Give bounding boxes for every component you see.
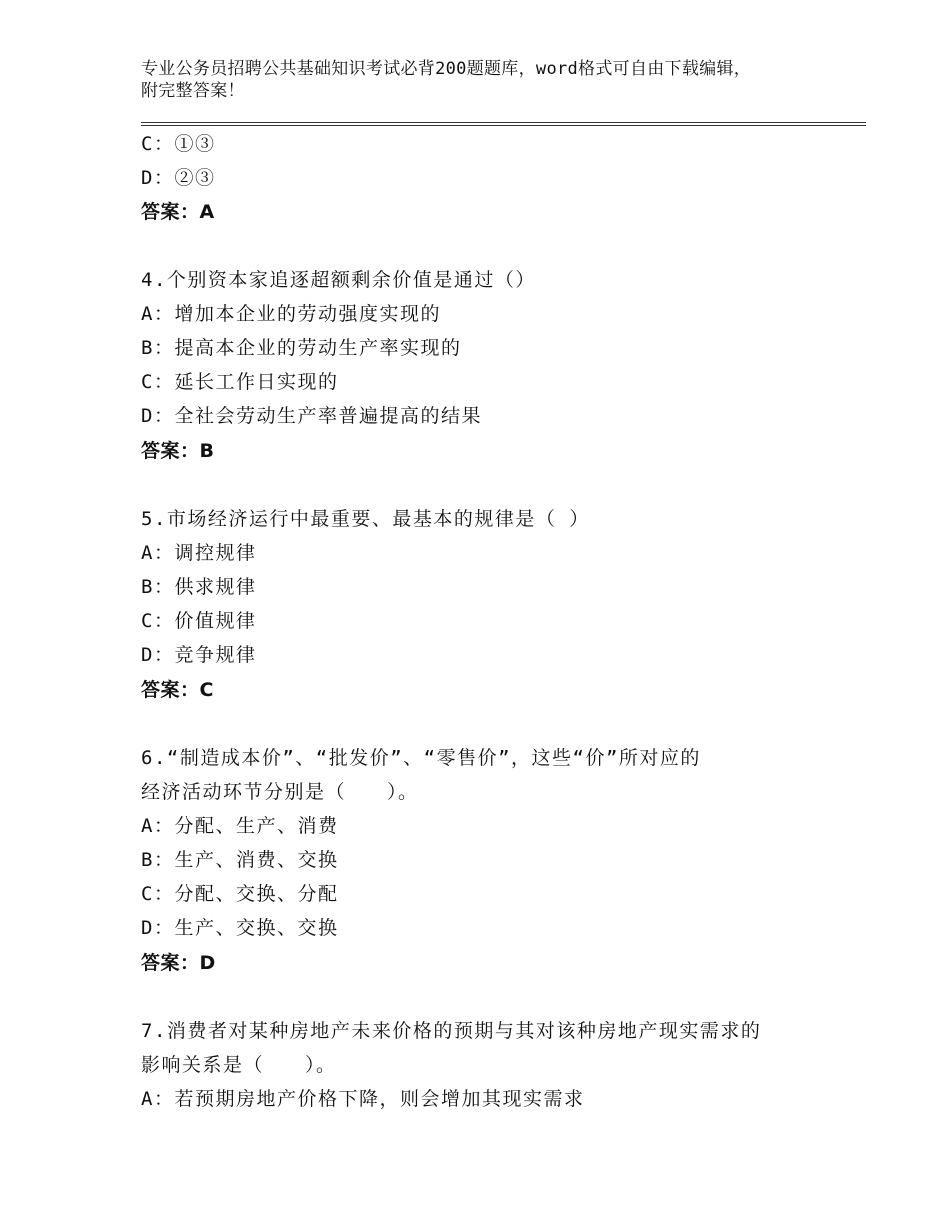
q7-option-a: A：若预期房地产价格下降，则会增加其现实需求 <box>141 1088 585 1110</box>
q5-option-b: B：供求规律 <box>141 576 257 598</box>
q5-option-a: A：调控规律 <box>141 542 257 564</box>
header-divider-bottom <box>141 125 866 126</box>
q5-answer: 答案：C <box>141 679 214 701</box>
q4-option-b: B：提高本企业的劳动生产率实现的 <box>141 337 462 359</box>
q6-option-c: C：分配、交换、分配 <box>141 883 339 905</box>
q6-answer: 答案：D <box>141 952 216 974</box>
q4-answer: 答案：B <box>141 440 215 462</box>
header-line-2: 附完整答案！ <box>141 81 245 101</box>
q4-option-d: D：全社会劳动生产率普遍提高的结果 <box>141 405 482 427</box>
q7-stem-line-2: 影响关系是（ ）。 <box>141 1054 337 1076</box>
q7-stem-line-1: 7.消费者对某种房地产未来价格的预期与其对该种房地产现实需求的 <box>141 1020 762 1042</box>
q3-option-d: D：②③ <box>141 167 216 189</box>
q5-option-d: D：竞争规律 <box>141 644 257 666</box>
document-header <box>141 58 831 102</box>
q4-option-c: C：延长工作日实现的 <box>141 371 339 393</box>
header-divider-top <box>141 122 866 123</box>
q4-stem: 4.个别资本家追逐超额剩余价值是通过（） <box>141 269 536 291</box>
q6-option-a: A：分配、生产、消费 <box>141 815 339 837</box>
q5-option-c: C：价值规律 <box>141 610 257 632</box>
q6-option-b: B：生产、消费、交换 <box>141 849 339 871</box>
q5-stem: 5.市场经济运行中最重要、最基本的规律是（ ） <box>141 508 590 530</box>
q3-answer: 答案：A <box>141 201 215 223</box>
q6-stem-line-2: 经济活动环节分别是（ ）。 <box>141 781 419 803</box>
header-line-1: 专业公务员招聘公共基础知识考试必背200题题库，word格式可自由下载编辑， <box>141 59 752 79</box>
q3-option-c: C：①③ <box>141 133 216 155</box>
q4-option-a: A：增加本企业的劳动强度实现的 <box>141 303 441 325</box>
q6-stem-line-1: 6.“制造成本价”、“批发价”、“零售价”，这些“价”所对应的 <box>141 747 701 769</box>
q6-option-d: D：生产、交换、交换 <box>141 917 339 939</box>
